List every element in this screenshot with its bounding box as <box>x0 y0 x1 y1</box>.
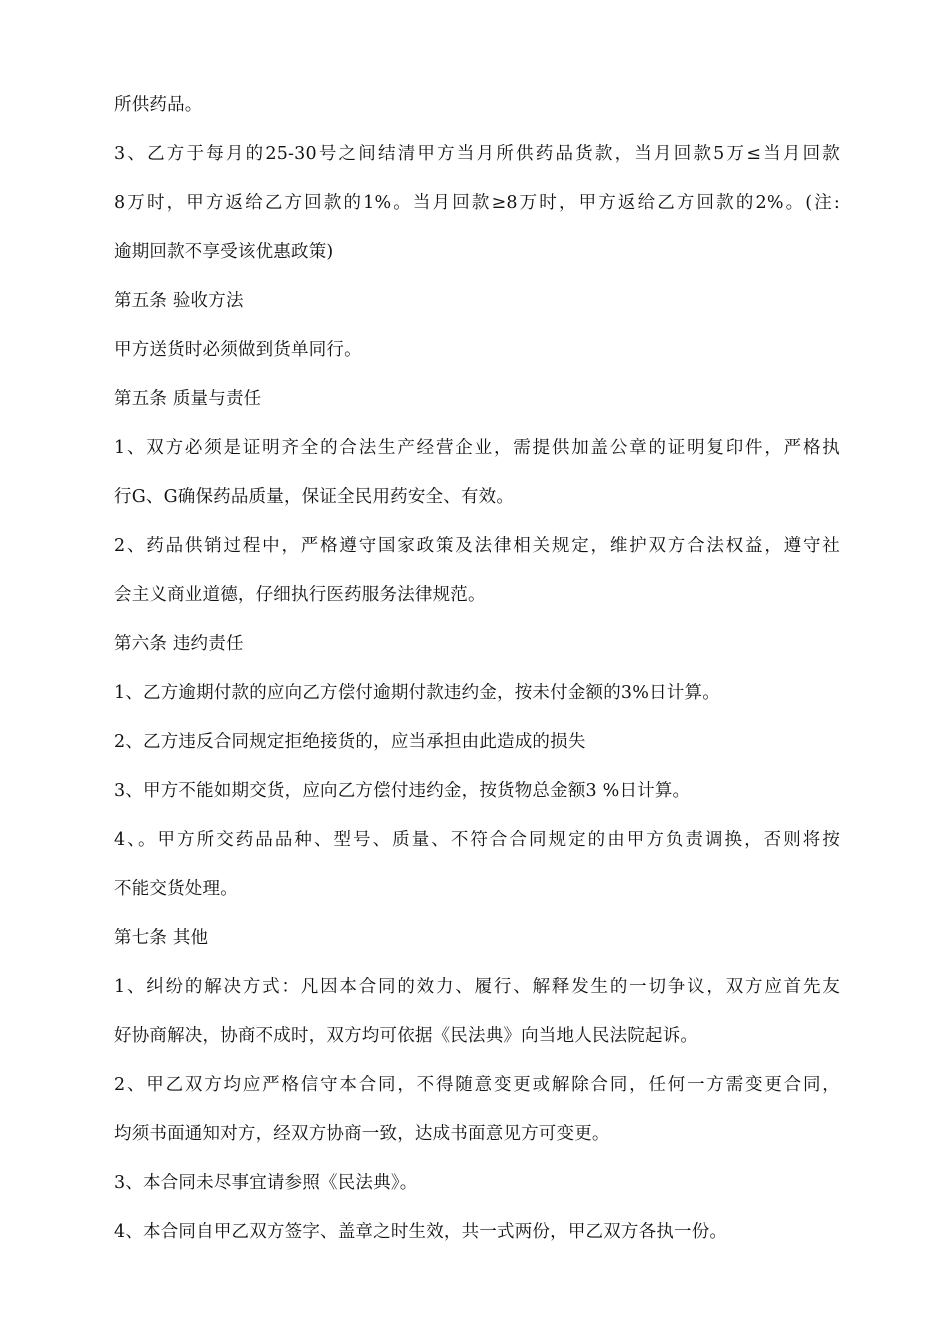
contract-page <box>114 93 840 1269</box>
paragraph-line: 1、纠纷的解决方式：凡因本合同的效力、履行、解释发生的一切争议，双方应首先友 <box>114 977 840 997</box>
paragraph-line: 1、双方必须是证明齐全的合法生产经营企业，需提供加盖公章的证明复印件，严格执 <box>114 438 840 458</box>
paragraph-line: 4、本合同自甲乙双方签字、盖章之时生效，共一式两份，甲乙双方各执一份。 <box>114 1222 728 1242</box>
paragraph-line: 3、甲方不能如期交货，应向乙方偿付违约金，按货物总金额3 %日计算。 <box>114 781 691 801</box>
paragraph-line: 所供药品。 <box>114 95 203 115</box>
paragraph-line: 甲方送货时必须做到货单同行。 <box>114 340 362 360</box>
paragraph-line: 行G、G确保药品质量，保证全民用药安全、有效。 <box>114 487 515 507</box>
section-heading: 第五条 质量与责任 <box>114 389 262 409</box>
paragraph-line: 不能交货处理。 <box>114 879 238 899</box>
paragraph-line: 2、药品供销过程中，严格遵守国家政策及法律相关规定，维护双方合法权益，遵守社 <box>114 536 840 556</box>
paragraph-line: 2、乙方违反合同规定拒绝接货的，应当承担由此造成的损失 <box>114 732 586 752</box>
paragraph-line: 均须书面通知对方，经双方协商一致，达成书面意见方可变更。 <box>114 1124 610 1144</box>
paragraph-line: 2、甲乙双方均应严格信守本合同，不得随意变更或解除合同，任何一方需变更合同， <box>114 1075 840 1095</box>
paragraph-line: 8万时，甲方返给乙方回款的1%。当月回款≥8万时，甲方返给乙方回款的2%。(注: <box>114 193 840 213</box>
section-heading: 第六条 违约责任 <box>114 634 244 654</box>
paragraph-line: 会主义商业道德，仔细执行医药服务法律规范。 <box>114 585 486 605</box>
section-heading: 第七条 其他 <box>114 928 209 948</box>
paragraph-line: 4、。甲方所交药品品种、型号、质量、不符合合同规定的由甲方负责调换，否则将按 <box>114 830 840 850</box>
paragraph-line: 3、本合同未尽事宜请参照《民法典》。 <box>114 1173 418 1193</box>
paragraph-line: 逾期回款不享受该优惠政策) <box>114 242 334 262</box>
section-heading: 第五条 验收方法 <box>114 291 244 311</box>
paragraph-line: 3、乙方于每月的25-30号之间结清甲方当月所供药品货款，当月回款5万≤当月回款 <box>114 144 840 164</box>
paragraph-line: 好协商解决，协商不成时，双方均可依据《民法典》向当地人民法院起诉。 <box>114 1026 699 1046</box>
paragraph-line: 1、乙方逾期付款的应向乙方偿付逾期付款违约金，按未付金额的3%日计算。 <box>114 683 720 703</box>
